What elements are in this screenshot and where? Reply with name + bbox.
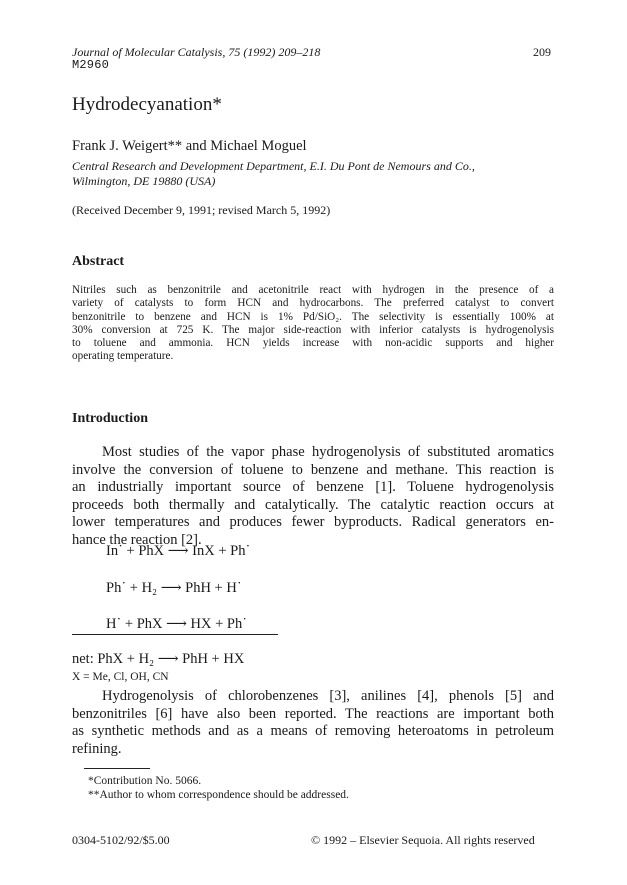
body-line: lower temperatures and produces fewer byproducts. Radical generators en- xyxy=(72,514,554,531)
received-dates: (Received December 9, 1991; revised March 5, 1992) xyxy=(72,203,331,217)
body-line: an industrially important source of benzene [1]. Toluene hydrogenolysis xyxy=(72,479,554,496)
footnote-contribution: *Contribution No. 5066. xyxy=(88,775,202,787)
page-number: 209 xyxy=(533,45,551,59)
footer-price-code: 0304-5102/92/$5.00 xyxy=(72,833,170,847)
body-line: involve the conversion of toluene to benzene and methane. This reaction is xyxy=(72,461,554,478)
document-id: M2960 xyxy=(72,58,110,72)
body-line: Most studies of the vapor phase hydrogenolysis of substituted aromatics xyxy=(102,444,554,460)
article-title: Hydrodecyanation* xyxy=(72,94,222,115)
affiliation-line-2: Wilmington, DE 19880 (USA) xyxy=(72,174,216,188)
body-line: proceeds both thermally and catalytically. The catalytic reaction occurs at xyxy=(72,496,554,513)
abstract-body xyxy=(72,284,554,364)
footer-copyright: © 1992 – Elsevier Sequoia. All rights reserved xyxy=(311,833,535,847)
body-line: hance the reaction [2]. xyxy=(72,531,202,548)
body-line: refining. xyxy=(72,740,122,757)
abstract-line: variety of catalysts to form HCN and hydrocarbons. The preferred catalyst to convert xyxy=(72,297,554,310)
abstract-line: Nitriles such as benzonitrile and acetonitrile react with hydrogen in the presence of a xyxy=(72,284,554,296)
author-list: Frank J. Weigert** and Michael Moguel xyxy=(72,138,307,154)
journal-citation: Journal of Molecular Catalysis, 75 (1992) 209–218 xyxy=(72,45,321,59)
body-line: as synthetic methods and as a means of removing heteroatoms in petroleum xyxy=(72,723,554,740)
abstract-heading: Abstract xyxy=(72,254,125,269)
reaction-equation-2: Ph˙ + H₂ ⟶ PhH + H˙ xyxy=(106,580,242,596)
abstract-line: to toluene and ammonia. HCN yields increase with non-acidic supports and higher xyxy=(72,337,554,350)
introduction-paragraph-2 xyxy=(72,688,554,758)
substituent-definition: X = Me, Cl, OH, CN xyxy=(72,671,169,683)
footnote-divider xyxy=(84,768,150,769)
body-line: benzonitriles [6] have also been reported. The reactions are important both xyxy=(72,705,554,722)
reaction-equation-1: In˙ + PhX ⟶ InX + Ph˙ xyxy=(106,543,251,559)
abstract-line: benzonitrile to benzene and HCN is 1% Pd/SiO₂. The selectivity is essentially 100% at xyxy=(72,310,554,323)
body-line: Hydrogenolysis of chlorobenzenes [3], anilines [4], phenols [5] and xyxy=(102,688,554,704)
footnote-correspondence: **Author to whom correspondence should be addressed. xyxy=(88,789,349,801)
affiliation-line-1: Central Research and Development Department, E.I. Du Pont de Nemours and Co., xyxy=(72,159,475,173)
reaction-equation-3: H˙ + PhX ⟶ HX + Ph˙ xyxy=(106,616,248,632)
equation-divider xyxy=(72,634,278,635)
net-reaction: net: PhX + H₂ ⟶ PhH + HX xyxy=(72,651,245,667)
introduction-heading: Introduction xyxy=(72,411,148,426)
abstract-line: 30% conversion at 725 K. The major side-reaction with inferior catalysts is hydrogenolysis xyxy=(72,323,554,336)
introduction-paragraph-1 xyxy=(72,444,554,550)
abstract-line: operating temperature. xyxy=(72,350,174,363)
